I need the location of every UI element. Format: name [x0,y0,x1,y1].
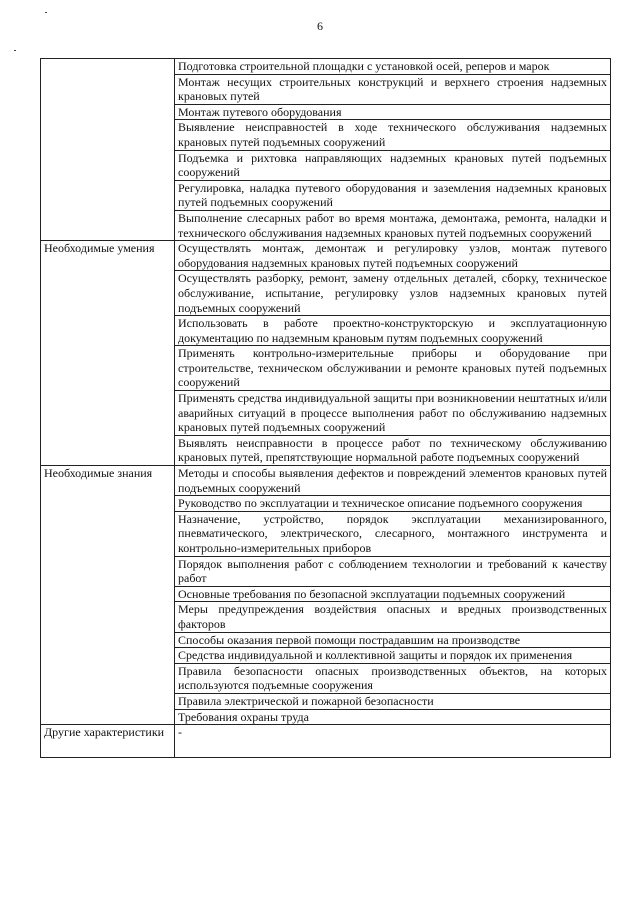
table-cell: Способы оказания первой помощи пострадавшим на производстве [175,632,611,648]
table-cell: Средства индивидуальной и коллективной защиты и порядок их применения [175,648,611,664]
table-cell: Осуществлять монтаж, демонтаж и регулировку узлов, монтаж путевого оборудования надземных крановых путей подъемных сооружений [175,241,611,271]
table-cell: Требования охраны труда [175,709,611,725]
table-row [41,59,611,75]
section-label: Необходимые умения [41,241,175,466]
table-cell: Выявлять неисправности в процессе работ по техническому обслуживанию крановых путей, препятствующие нормальной работе подъемных сооружений [175,435,611,465]
table-cell: Руководство по эксплуатации и техническое описание подъемного сооружения [175,496,611,512]
table-cell: Методы и способы выявления дефектов и повреждений элементов крановых путей подъемных сооружений [175,466,611,496]
scan-speck [45,12,47,13]
table-row [41,725,611,758]
table-cell: Осуществлять разборку, ремонт, замену отдельных деталей, сборку, техническое обслуживание, испытание, регулировку узлов надземных крановых путей подъемных сооружений [175,271,611,316]
table-cell: Выполнение слесарных работ во время монтажа, демонтажа, ремонта, наладки и технического обслуживания надземных крановых путей подъемных сооружений [175,210,611,240]
table-cell: Выявление неисправностей в ходе технического обслуживания надземных крановых путей подъемных сооружений [175,120,611,150]
table-cell: - [175,725,611,758]
table-cell: Назначение, устройство, порядок эксплуатации механизированного, пневматического, электрического, слесарного, монтажного инструмента и контрольно-измерительных приборов [175,511,611,556]
table-cell: Монтаж несущих строительных конструкций и верхнего строения надземных крановых путей [175,74,611,104]
section-label: Необходимые знания [41,466,175,725]
table-cell: Меры предупреждения воздействия опасных и вредных производственных факторов [175,602,611,632]
table-cell: Правила электрической и пожарной безопасности [175,693,611,709]
table-cell: Применять средства индивидуальной защиты при возникновении нештатных и/или аварийных ситуаций в процессе выполнения работ по обслуживанию надземных крановых путей подъемных сооружений [175,391,611,436]
scan-speck [14,50,16,51]
table-cell: Монтаж путевого оборудования [175,104,611,120]
table-row [41,466,611,496]
section-label [41,59,175,241]
section-label: Другие характеристики [41,725,175,758]
page-number: 6 [317,19,323,33]
table-cell: Правила безопасности опасных производственных объектов, на которых используются подъемные сооружения [175,663,611,693]
labor-functions-table [40,58,611,758]
table-cell: Подготовка строительной площадки с установкой осей, реперов и марок [175,59,611,75]
table-cell: Использовать в работе проектно-конструкторскую и эксплуатационную документацию по надземным крановым путям подъемных сооружений [175,316,611,346]
table-cell: Порядок выполнения работ с соблюдением технологии и требований к качеству работ [175,556,611,586]
table-cell: Регулировка, наладка путевого оборудования и заземления надземных крановых путей подъемных сооружений [175,180,611,210]
table-row [41,241,611,271]
table-cell: Подъемка и рихтовка направляющих надземных крановых путей подъемных сооружений [175,150,611,180]
table-cell: Применять контрольно-измерительные приборы и оборудование при строительстве, техническом обслуживании и ремонте крановых путей подъемных сооружений [175,346,611,391]
table-cell: Основные требования по безопасной эксплуатации подъемных сооружений [175,586,611,602]
